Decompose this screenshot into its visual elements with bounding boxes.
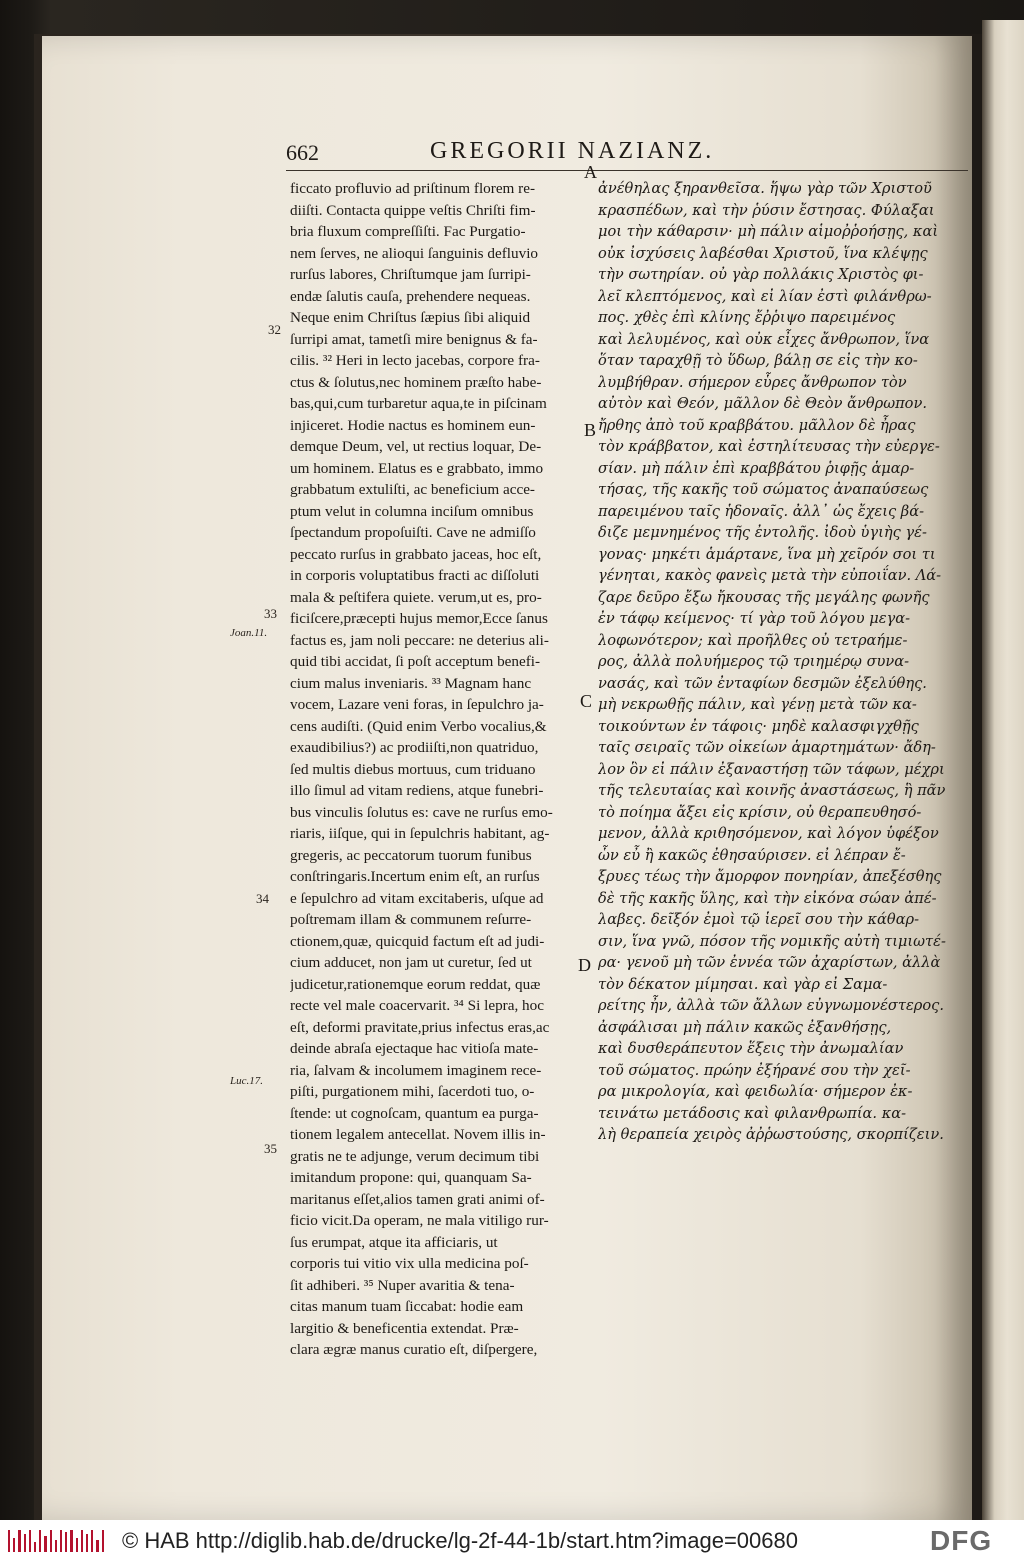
margin-number-33: 33	[264, 606, 277, 621]
hab-logo-bar	[34, 1542, 36, 1552]
latin-text-line: clara ægræ manus curatio eſt, diſpergere,	[290, 1341, 538, 1358]
greek-text-line: ξρυες τέως τὴν ἄμορφον πονηρίαν, ἀπεξέσθης	[598, 868, 942, 885]
greek-text-line: τήσας, τῆς κακῆς τοῦ σώματος ἀναπαύσεως	[598, 481, 929, 498]
greek-text-line: οὐκ ἰσχύσεις λαβέσθαι Χριστοῦ, ἵνα κλέψῃς	[598, 244, 928, 262]
greek-text-line: αὐτὸν καὶ Θεόν, μᾶλλον δὲ Θεὸν ἄνθρωπον.	[598, 395, 927, 412]
hab-logo-bar	[96, 1540, 98, 1552]
hab-logo-bar	[60, 1530, 62, 1552]
greek-text-line: τεινάτω μετάδοσις καὶ φιλανθρωπία. κα-	[598, 1104, 907, 1122]
section-marker-c: C	[580, 691, 593, 711]
hab-logo-bar	[13, 1538, 15, 1552]
greek-text-line: ζαρε δεῦρο ἔξω ἤκουσας τῆς μεγάλης φωνῆς	[598, 588, 930, 606]
latin-text-line: deinde abraſa ejectaque hac vitioſa mate-	[290, 1040, 539, 1057]
greek-text-line: τοικούντων ἐν τάφοις· μηδὲ καλασφιγχθῇς	[598, 717, 919, 735]
hab-logo-bar	[81, 1530, 83, 1552]
latin-text-line: diiſti. Contacta quippe veſtis Chriſti fim-	[290, 201, 536, 219]
greek-text-line: λεῖ κλεπτόμενος, καὶ εἰ λίαν ἐστὶ φιλάνθρω-	[598, 287, 932, 305]
hab-logo-bar	[39, 1530, 41, 1552]
greek-text-line: λὴ θεραπεία χειρὸς ἀῤῥωστούσης, σκορπίζειν.	[598, 1126, 944, 1143]
greek-text-line: μενον, ἀλλὰ κριθησόμενον, καὶ λόγον ὑφέξον	[598, 825, 939, 842]
latin-text-line: corporis tui vitio vix ulla medicina poſ-	[290, 1255, 529, 1272]
greek-text-line: τὸν δέκατον μίμησαι. καὶ γὰρ εἰ Σαμα-	[598, 975, 888, 993]
greek-text-line: ἐν τάφῳ κείμενος· τί γὰρ τοῦ λόγου μεγα-	[598, 610, 911, 627]
greek-text-line: λον ὃν εἰ πάλιν ἐξαναστήσῃ τῶν τάφων, μέχρι	[598, 760, 945, 778]
hab-logo-bar	[70, 1530, 72, 1552]
section-marker-d: D	[578, 955, 591, 975]
greek-text-line: ἀσφάλισαι μὴ πάλιν κακῶς ἐξανθήσῃς,	[598, 1018, 892, 1036]
latin-text-line: judicetur,rationemque eorum reddat, quæ	[290, 975, 541, 993]
greek-text-line: ταῖς σειραῖς τῶν οἰκείων ἁμαρτημάτων· ἄδη-	[598, 739, 936, 756]
greek-text-line: ρα μικρολογία, καὶ φειδωλία· σήμερον ἐκ-	[598, 1083, 913, 1100]
page-number: 662	[286, 140, 319, 165]
greek-text-line: σίαν. μὴ πάλιν ἐπὶ κραββάτου ῥιφῇς ἁμαρ-	[598, 459, 915, 477]
latin-text-line: quid tibi accidat, ſi poſt acceptum benefi-	[290, 653, 541, 670]
latin-text-line: mala & peſtifera quiete. verum,ut es, pro-	[290, 588, 542, 606]
latin-text-line: ptum velut in columna inciſum omnibus	[290, 502, 534, 520]
greek-text-line: μὴ νεκρωθῇς πάλιν, καὶ γένῃ μετὰ τῶν κα-	[598, 696, 917, 713]
latin-text-line: ſit adhiberi. ³⁵ Nuper avaritia & tena-	[290, 1276, 515, 1294]
hab-logo-bar	[102, 1530, 104, 1552]
greek-text-line: δὲ τῆς κακῆς ὕλης, καὶ τὴν εἰκόνα σώαν ἀπέ-	[598, 889, 937, 907]
latin-text-line: cium adducet, non jam ut curetur, ſed ut	[290, 954, 532, 971]
greek-text-line: λοφωνότερον; καὶ προῆλθες οὐ τετραήμε-	[598, 631, 908, 649]
latin-text-line: ficiſcere,præcepti hujus memor,Ecce ſanus	[290, 610, 548, 627]
hab-logo-bar	[29, 1530, 31, 1552]
latin-text-line: um hominem. Elatus es e grabbato, immo	[290, 459, 544, 477]
greek-text-line: τῆς τελευταίας καὶ κοινῆς ἀναστάσεως, ἣ πᾶν	[598, 782, 946, 799]
latin-text-line: poſtremam illam & communem reſurre-	[290, 911, 532, 928]
latin-text-line: bus vinculis ſolutus es: cave ne rurſus emo-	[290, 803, 553, 821]
latin-text-line: ſed multis diebus mortuus, cum triduano	[290, 760, 536, 778]
greek-text-line: μοι τὴν κάθαρσιν· μὴ πάλιν αἱμοῤῥοήσῃς, καὶ	[598, 223, 939, 240]
latin-text-line: vocem, Lazare veni foras, in ſepulchro ja-	[290, 696, 544, 713]
latin-text-line: factus es, jam noli peccare: ne deterius ali-	[290, 631, 549, 649]
greek-text-line: καὶ δυσθεράπευτον ἕξεις τὴν ἀνωμαλίαν	[598, 1040, 904, 1057]
greek-column	[598, 178, 970, 1146]
greek-text-line: τὴν σωτηρίαν. οὐ γὰρ πολλάκις Χριστὸς φι-	[598, 266, 924, 283]
latin-text-line: eſt, deformi pravitate,prius infectus eras,ac	[290, 1018, 550, 1036]
greek-text-line: λυμβήθραν. σήμερον εὗρες ἄνθρωπον τὸν	[598, 373, 907, 391]
latin-text-line: cens audiſti. (Quid enim Verbo vocalius,&	[290, 717, 547, 735]
latin-text-line: bas,qui,cum turbaretur aqua,te in piſcinam	[290, 395, 547, 412]
latin-text-line: ctus & ſolutus,nec hominem præſto habe-	[290, 373, 542, 391]
latin-text-line: grabbatum extuliſti, ac beneficium acce-	[290, 481, 535, 498]
footer-permalink[interactable]: © HAB http://diglib.hab.de/drucke/lg-2f-44-1b/start.htm?image=00680	[122, 1528, 798, 1553]
latin-text-line: gratis ne te adjunge, verum decimum tibi	[290, 1147, 540, 1165]
latin-text-line: tionem legalem antecellat. Novem illis in-	[290, 1126, 546, 1143]
latin-text-line: ſtende: ut cognoſcam, quantum ea purga-	[290, 1104, 539, 1122]
greek-text-line: τοῦ σώματος. πρώην ἐξήρανέ σου τὴν χεῖ-	[598, 1061, 911, 1079]
running-title: GREGORII NAZIANZ.	[430, 138, 715, 164]
hab-logo-bar	[18, 1530, 20, 1552]
greek-text-line: παρειμένου ταῖς ἡδοναῖς. ἀλλ᾽ ὡς ἔχεις βά-	[598, 502, 925, 520]
margin-number-34: 34	[256, 891, 269, 906]
hab-logo-bar	[91, 1530, 93, 1552]
greek-text-line: ὧν εὖ ἢ κακῶς ἐθησαύρισεν. εἰ λέπραν ἔ-	[598, 846, 906, 864]
section-marker-a: A	[584, 162, 597, 182]
greek-text-line: τὸν κράββατον, καὶ ἐστηλίτευσας τὴν εὐεργε-	[598, 438, 940, 455]
latin-text-line: injiceret. Hodie nactus es hominem eun-	[290, 416, 536, 434]
latin-text-line: endæ ſalutis cauſa, prehendere nequeas.	[290, 287, 531, 305]
viewer-footer	[0, 1520, 1024, 1560]
greek-text-line: λαβες. δεῖξόν ἐμοὶ τῷ ἱερεῖ σου τὴν κάθαρ-	[598, 911, 920, 928]
latin-text-line: illo ſimul ad vitam rediens, atque funebri-	[290, 782, 544, 799]
latin-text-line: nem ſerves, ne alioqui ſanguinis defluvio	[290, 244, 539, 262]
margin-ref-joan: Joan.11.	[230, 627, 268, 639]
hab-logo-bar	[8, 1530, 10, 1552]
latin-text-line: recte vel male coacervarit. ³⁴ Si lepra, hoc	[290, 997, 544, 1014]
facing-page-edge	[982, 20, 1024, 1520]
latin-text-line: ſus erumpat, atque ita afficiaris, ut	[290, 1233, 498, 1251]
greek-text-line: σιν, ἵνα γνῶ, πόσον τῆς νομικῆς αὐτὴ τιμιωτέ-	[598, 932, 946, 950]
latin-text-line: gregeris, ac peccatorum tuorum funibus	[290, 846, 532, 864]
running-head	[286, 140, 966, 172]
latin-column	[290, 178, 584, 1361]
latin-text-line: ſpectandum propoſuiſti. Cave ne admiſſo	[290, 524, 536, 541]
hab-logo-bar	[50, 1530, 52, 1552]
latin-text-line: maritanus eſſet,alios tamen grati animi of-	[290, 1190, 545, 1208]
latin-text-line: ctionem,quæ, quicquid factum eſt ad judi-	[290, 932, 545, 950]
latin-text-line: largitio & beneficentia extendat. Præ-	[290, 1319, 519, 1337]
greek-text-line: διζε μεμνημένος τῆς ἐντολῆς. ἰδοὺ ὑγιὴς γέ-	[598, 524, 927, 541]
latin-text-line: cium malus inveniaris. ³³ Magnam hanc	[290, 674, 532, 692]
latin-text-line: rurſus labores, Chriſtumque jam ſurripi-	[290, 266, 531, 283]
latin-text-line: demque Deum, vel, ut rectius loquar, De-	[290, 438, 542, 455]
margin-number-32: 32	[268, 322, 281, 337]
head-rule	[286, 170, 968, 171]
latin-text-line: e ſepulchro ad vitam excitaberis, uſque ad	[290, 889, 544, 907]
hab-logo-bar	[76, 1538, 78, 1552]
hab-logo-bar	[65, 1532, 67, 1552]
greek-text-line: ρείτης ἦν, ἀλλὰ τῶν ἄλλων εὐγνωμονέστερος.	[598, 997, 944, 1014]
greek-text-line: ἤρθης ἀπὸ τοῦ κραββάτου. μᾶλλον δὲ ἦρας	[598, 416, 916, 434]
latin-text-line: piſti, purgationem mihi, ſacerdoti tuo, o-	[290, 1083, 535, 1100]
latin-text-line: ſurripi amat, tametſi mire benignus & fa-	[290, 330, 538, 348]
greek-text-line: καὶ λελυμένος, καὶ οὐκ εἶχες ἄνθρωπον, ἵνα	[598, 330, 930, 348]
latin-text-line: bria fluxum compreſſiſti. Fac Purgatio-	[290, 223, 526, 240]
greek-text-line: κρασπέδων, καὶ τὴν ῥύσιν ἔστησας. Φύλαξαι	[598, 201, 935, 219]
latin-text-line: cilis. ³² Heri in lecto jacebas, corpore fra-	[290, 352, 540, 369]
greek-text-line: τὸ ποίημα ἄξει εἰς κρίσιν, οὐ θεραπευθησό-	[598, 803, 922, 821]
margin-number-35: 35	[264, 1141, 277, 1156]
hab-logo-bar	[24, 1534, 26, 1552]
greek-text-line: ρος, ἀλλὰ πολυήμερος τῷ τριημέρῳ συνα-	[598, 653, 910, 670]
greek-text-line: ρα· γενοῦ μὴ τῶν ἐννέα τῶν ἀχαρίστων, ἀλλὰ	[598, 954, 941, 971]
hab-logo-icon[interactable]	[8, 1530, 104, 1552]
latin-text-line: ficcato profluvio ad priſtinum florem re-	[290, 180, 536, 197]
section-marker-b: B	[584, 420, 597, 440]
latin-text-line: peccato rurſus in grabbato jaceas, hoc eſt,	[290, 545, 542, 563]
hab-logo-bar	[86, 1534, 88, 1552]
hab-logo-bar	[55, 1540, 57, 1552]
latin-text-line: ria, ſalvam & incolumem imaginem rece-	[290, 1061, 542, 1079]
latin-text-line: Neque enim Chriſtus ſæpius ſibi aliquid	[290, 309, 531, 326]
greek-text-line: ὅταν ταραχθῇ τὸ ὕδωρ, βάλῃ σε εἰς τὴν κο-	[598, 352, 918, 369]
greek-text-line: πος. χθὲς ἐπὶ κλίνης ἔῤῥιψο παρειμένος	[598, 309, 896, 326]
latin-text-line: imitandum propone: qui, quanquam Sa-	[290, 1169, 532, 1186]
latin-text-line: citas manum tuam ſiccabat: hodie eam	[290, 1298, 524, 1315]
latin-text-line: in corporis voluptatibus fracti ac diſſoluti	[290, 567, 540, 584]
greek-text-line: γένηται, κακὸς φανεὶς μετὰ τὴν εὐποιΐαν. Λά-	[598, 567, 942, 584]
latin-text-line: exaudibilius?) ac prodiiſti,non quatriduo,	[290, 739, 539, 756]
greek-text-line: νασάς, καὶ τῶν ἐνταφίων δεσμῶν ἐξελύθης.	[598, 674, 927, 692]
latin-text-line: conſtringaris.Incertum enim eſt, an rurſus	[290, 868, 540, 885]
margin-ref-luc: Luc.17.	[230, 1075, 263, 1087]
greek-text-line: γονας· μηκέτι ἁμάρτανε, ἵνα μὴ χεῖρόν σοι τι	[598, 545, 936, 563]
dfg-logo[interactable]: DFG	[930, 1525, 993, 1556]
hab-logo-bar	[44, 1536, 46, 1552]
greek-text-line: ἀνέθηλας ξηρανθεῖσα. ἥψω γὰρ τῶν Χριστοῦ	[598, 180, 932, 197]
latin-text-line: riaris, iiſque, qui in ſepulchris habitant, ag-	[290, 825, 550, 842]
latin-text-line: ficio vicit.Da operam, ne mala vitiligo rur-	[290, 1212, 549, 1229]
